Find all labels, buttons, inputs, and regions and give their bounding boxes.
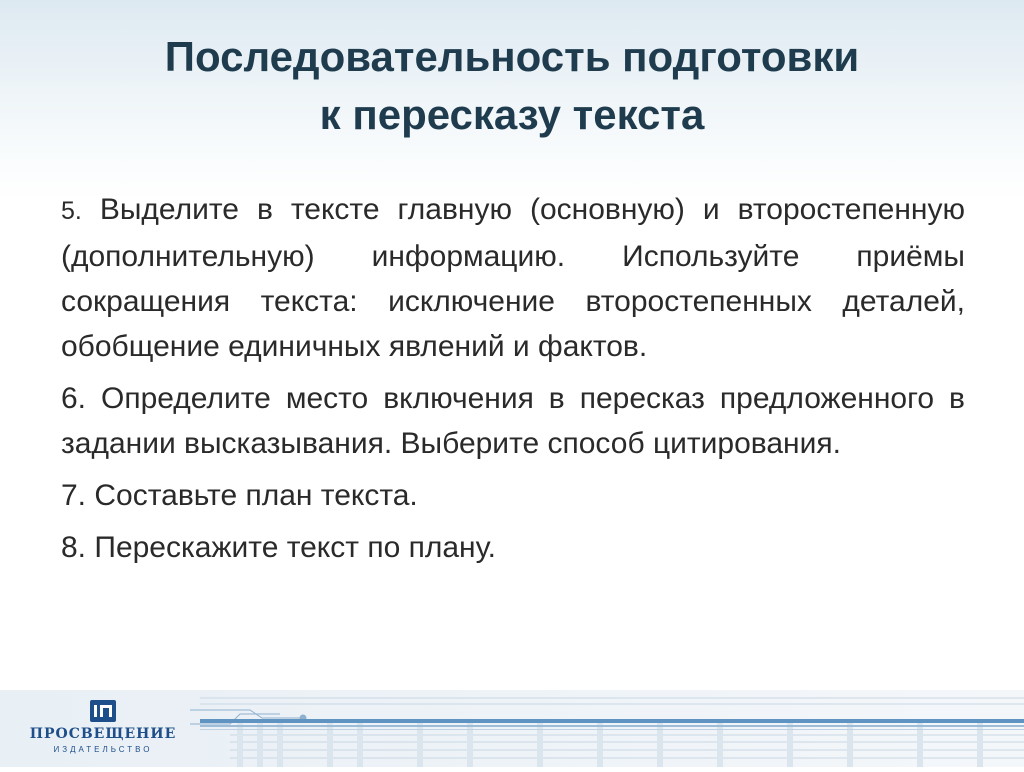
- publisher-logo-icon: [90, 700, 116, 722]
- publisher-logo: [28, 700, 178, 760]
- steps-list: [61, 187, 965, 577]
- title-line-1: Последовательность подготовки: [164, 33, 860, 80]
- item-text: Перескажите текст по плану.: [94, 531, 496, 564]
- item-number: 7.: [61, 479, 87, 512]
- item-number: 5.: [61, 197, 82, 225]
- logo-subtitle: ИЗДАТЕЛЬСТВО: [53, 745, 153, 754]
- item-number: 6.: [61, 382, 87, 415]
- list-item: [61, 376, 965, 466]
- item-number: 8.: [61, 531, 87, 564]
- logo-name: ПРОСВЕЩЕНИЕ: [29, 726, 177, 742]
- item-text: Составьте план текста.: [94, 479, 418, 512]
- list-item: [61, 525, 965, 570]
- list-item: [61, 473, 965, 518]
- item-text: Выделите в тексте главную (основную) и второстепенную (дополнительную) информацию. Используйте приёмы сокращения текста: исключение второстепенных деталей, обобщение единичных явлений и фактов.: [61, 193, 966, 363]
- slide-title: [0, 28, 1024, 144]
- item-text: Определите место включения в пересказ предложенного в задании высказывания. Выберите способ цитирования.: [61, 382, 965, 460]
- title-line-2: к пересказу текста: [319, 91, 705, 138]
- list-item: [61, 187, 965, 369]
